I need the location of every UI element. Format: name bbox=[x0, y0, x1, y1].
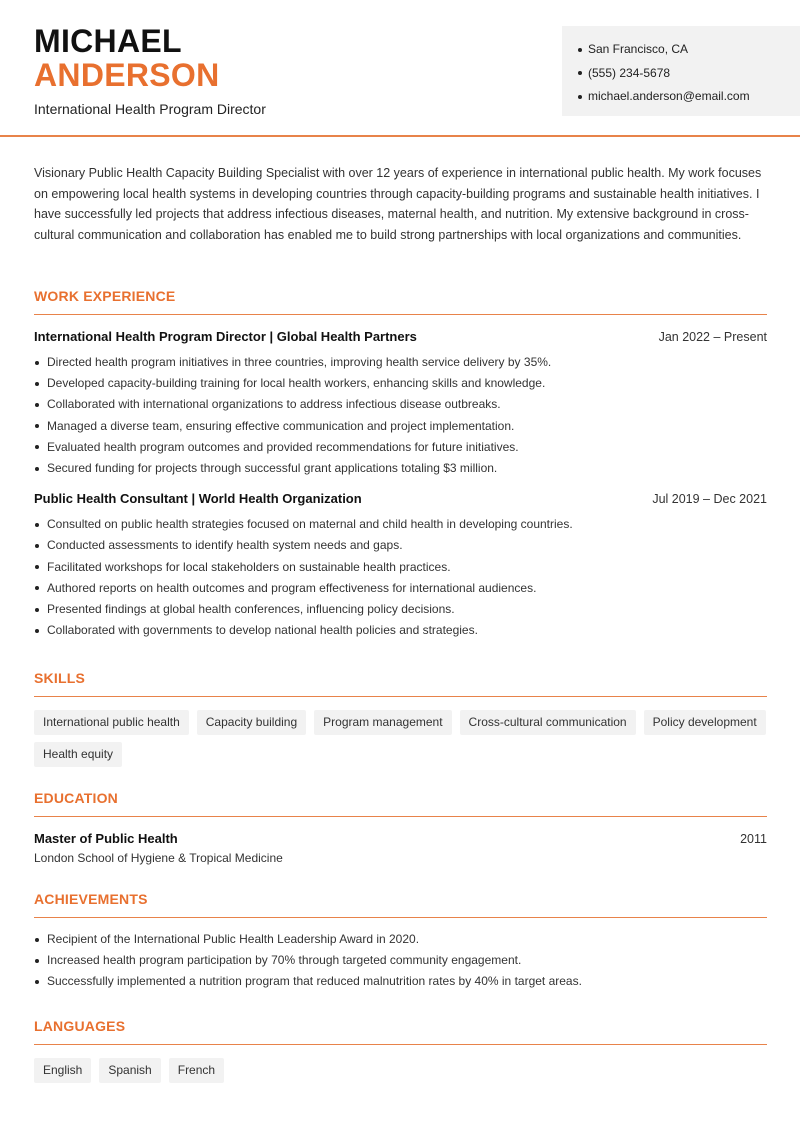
language-tags bbox=[34, 1058, 767, 1083]
email-text: michael.anderson@email.com bbox=[588, 89, 750, 103]
phone-text: (555) 234-5678 bbox=[588, 65, 671, 80]
education-year: 2011 bbox=[740, 832, 767, 846]
list-item: Collaborated with governments to develop national health policies and strategies. bbox=[34, 620, 767, 641]
bullet-icon bbox=[35, 424, 39, 428]
first-name: MICHAEL bbox=[34, 23, 182, 59]
list-item: Secured funding for projects through successful grant applications totaling $3 million. bbox=[34, 458, 767, 479]
list-item: Authored reports on health outcomes and program effectiveness for international audiences. bbox=[34, 578, 767, 599]
section-title-achievements: ACHIEVEMENTS bbox=[34, 891, 148, 907]
list-item: Managed a diverse team, ensuring effective communication and project implementation. bbox=[34, 416, 767, 437]
resume-header bbox=[0, 0, 800, 137]
contact-phone bbox=[578, 62, 800, 86]
bullet-icon bbox=[35, 565, 39, 569]
education-header bbox=[34, 831, 767, 846]
section-divider bbox=[34, 917, 767, 918]
skills-tags bbox=[34, 710, 767, 767]
bullet-icon bbox=[35, 608, 39, 612]
list-item: Presented findings at global health conferences, influencing policy decisions. bbox=[34, 599, 767, 620]
bullet-icon bbox=[35, 959, 39, 963]
education-school: London School of Hygiene & Tropical Medicine bbox=[34, 851, 283, 865]
job-date: Jul 2019 – Dec 2021 bbox=[652, 492, 767, 507]
bullet-icon bbox=[578, 48, 582, 52]
bullet-icon bbox=[35, 467, 39, 471]
skills-section bbox=[34, 670, 767, 767]
section-title-work: WORK EXPERIENCE bbox=[34, 288, 176, 304]
list-item: Directed health program initiatives in three countries, improving health service delivery by 35%. bbox=[34, 352, 767, 373]
section-divider bbox=[34, 1044, 767, 1045]
bullet-icon bbox=[578, 95, 582, 99]
contact-box bbox=[562, 26, 800, 116]
contact-email bbox=[578, 85, 800, 109]
section-title-skills: SKILLS bbox=[34, 670, 85, 686]
skill-tag: Capacity building bbox=[197, 710, 306, 735]
bullet-icon bbox=[35, 544, 39, 548]
bullet-icon bbox=[578, 71, 582, 75]
list-item: Consulted on public health strategies focused on maternal and child health in developing countries. bbox=[34, 514, 767, 535]
list-item: Increased health program participation by 70% through targeted community engagement. bbox=[34, 950, 767, 971]
bullet-icon bbox=[35, 361, 39, 365]
bullet-icon bbox=[35, 586, 39, 590]
bullet-icon bbox=[35, 629, 39, 633]
job-bullets bbox=[34, 514, 767, 641]
list-item: Collaborated with international organizations to address infectious disease outbreaks. bbox=[34, 394, 767, 415]
work-experience-section bbox=[34, 288, 767, 641]
job-role: Public Health Consultant | World Health Organization bbox=[34, 491, 362, 507]
bullet-icon bbox=[35, 523, 39, 527]
education-degree: Master of Public Health bbox=[34, 831, 178, 846]
list-item: Successfully implemented a nutrition program that reduced malnutrition rates by 40% in target areas. bbox=[34, 971, 767, 992]
job-entry bbox=[34, 329, 767, 479]
education-section bbox=[34, 790, 767, 865]
contact-location bbox=[578, 38, 800, 62]
job-bullets bbox=[34, 352, 767, 479]
list-item: Conducted assessments to identify health system needs and gaps. bbox=[34, 535, 767, 556]
bullet-icon bbox=[35, 980, 39, 984]
section-divider bbox=[34, 816, 767, 817]
skill-tag: Program management bbox=[314, 710, 451, 735]
last-name: ANDERSON bbox=[34, 57, 220, 93]
bullet-icon bbox=[35, 938, 39, 942]
location-text: San Francisco, CA bbox=[588, 42, 689, 56]
bullet-icon bbox=[35, 382, 39, 386]
name-block bbox=[34, 24, 266, 117]
job-entry bbox=[34, 491, 767, 641]
achievements-list bbox=[34, 929, 767, 993]
section-divider bbox=[34, 696, 767, 697]
bullet-icon bbox=[35, 403, 39, 407]
list-item: Recipient of the International Public Health Leadership Award in 2020. bbox=[34, 929, 767, 950]
language-tag: Spanish bbox=[99, 1058, 160, 1083]
section-title-languages: LANGUAGES bbox=[34, 1018, 126, 1034]
list-item: Developed capacity-building training for local health workers, enhancing skills and knowledge. bbox=[34, 373, 767, 394]
job-role: International Health Program Director | Global Health Partners bbox=[34, 329, 417, 344]
job-title: International Health Program Director bbox=[34, 101, 266, 117]
section-divider bbox=[34, 314, 767, 315]
job-header bbox=[34, 491, 767, 506]
languages-section bbox=[34, 1018, 767, 1083]
summary-paragraph: Visionary Public Health Capacity Building Specialist with over 12 years of experience in international public health. My work focuses on empowering local health systems in developing countries through capacity-building programs and sustainable health initiatives. I have successfully led projects that address infectious diseases, maternal health, and nutrition. My extensive background in cross-cultural communication and collaboration has enabled me to build strong partnerships with local organizations and communities. bbox=[34, 166, 762, 242]
achievements-section bbox=[34, 891, 767, 993]
bullet-icon bbox=[35, 445, 39, 449]
list-item: Evaluated health program outcomes and provided recommendations for future initiatives. bbox=[34, 437, 767, 458]
language-tag: French bbox=[169, 1058, 224, 1083]
list-item: Facilitated workshops for local stakeholders on sustainable health practices. bbox=[34, 557, 767, 578]
job-date: Jan 2022 – Present bbox=[658, 330, 767, 344]
skill-tag: International public health bbox=[34, 710, 189, 735]
language-tag: English bbox=[34, 1058, 91, 1083]
skill-tag: Cross-cultural communication bbox=[460, 710, 636, 735]
section-title-education: EDUCATION bbox=[34, 790, 118, 806]
skill-tag: Policy development bbox=[644, 710, 766, 735]
skill-tag: Health equity bbox=[34, 742, 122, 767]
job-header bbox=[34, 329, 767, 344]
